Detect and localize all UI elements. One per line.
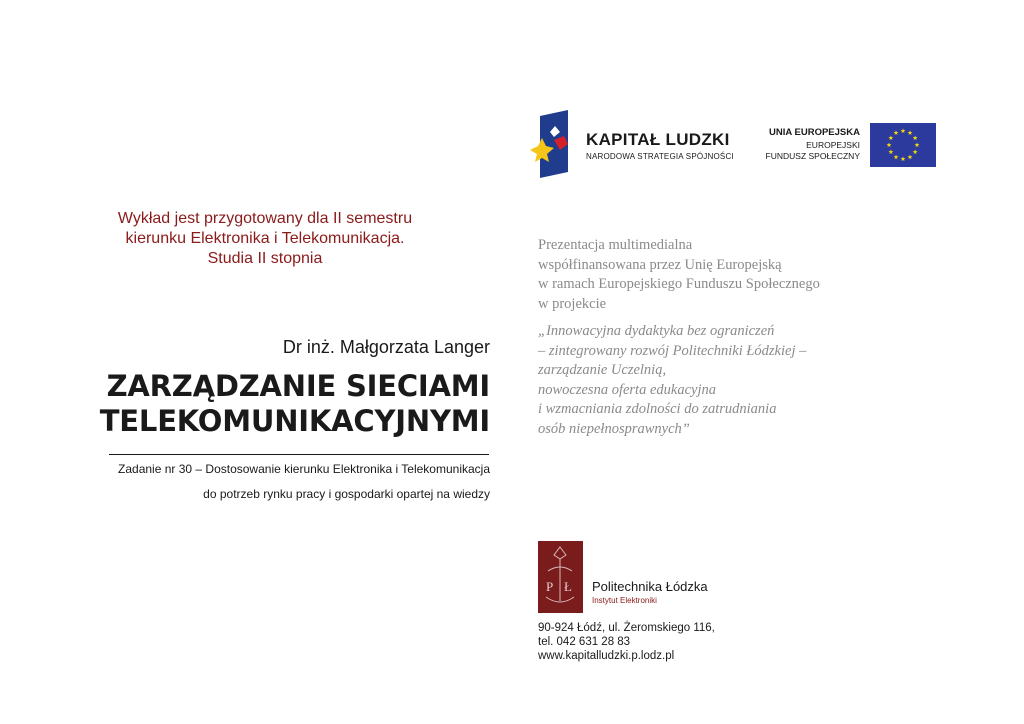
kapital-ludzki-emblem-icon [530, 110, 576, 178]
lecture-note-line: kierunku Elektronika i Telekomunikacja. [125, 230, 405, 247]
kapital-ludzki-title: KAPITAŁ LUDZKI [586, 130, 730, 149]
politechnika-institute: Instytut Elektroniki [592, 596, 657, 605]
presentation-line: Prezentacja multimedialna [538, 237, 693, 253]
lecture-note-line: Studia II stopnia [207, 250, 323, 267]
presentation-line: współfinansowana przez Unię Europejską [538, 256, 782, 273]
politechnika-emblem-icon [538, 541, 583, 613]
project-name [538, 322, 858, 439]
main-title-line: ZARZĄDZANIE SIECIAMI [106, 369, 490, 403]
politechnika-logo [538, 541, 738, 613]
politechnika-name: Politechnika Łódzka [592, 579, 708, 594]
task-line-1: Zadanie nr 30 – Dostosowanie kierunku Elektronika i Telekomunikacja [118, 462, 490, 476]
lecture-note-line: Wykład jest przygotowany dla II semestru [117, 210, 413, 227]
eu-line-2: EUROPEJSKI [806, 140, 860, 150]
project-line: – zintegrowany rozwój Politechniki Łódzkiej – [538, 342, 807, 359]
svg-text:P: P [546, 579, 554, 594]
title-divider [109, 454, 489, 455]
kapital-ludzki-logo [530, 110, 740, 178]
project-line: nowoczesna oferta edukacyjna [538, 381, 716, 398]
eu-logo [760, 123, 936, 169]
project-line: „Innowacyjna dydaktyka bez ograniczeń [538, 323, 775, 339]
project-line: zarządzanie Uczelnią, [538, 362, 667, 378]
presentation-line: w ramach Europejskiego Funduszu Społecznego [538, 276, 820, 292]
eu-line-1: UNIA EUROPEJSKA [769, 127, 860, 138]
task-line-2: do potrzeb rynku pracy i gospodarki opartej na wiedzy [203, 487, 490, 501]
eu-line-3: FUNDUSZ SPOŁECZNY [765, 151, 860, 161]
address-street: 90-924 Łódź, ul. Żeromskiego 116, [538, 622, 715, 634]
presentation-line: w projekcie [538, 295, 607, 312]
presentation-info [538, 236, 858, 314]
main-title-line: TELEKOMUNIKACYJNYMI [99, 404, 490, 438]
contact-address [538, 621, 715, 663]
eu-flag-icon [870, 123, 936, 167]
address-phone: tel. 042 631 28 83 [538, 636, 631, 648]
project-line: osób niepełnosprawnych” [538, 420, 690, 437]
author-name: Dr inż. Małgorzata Langer [282, 337, 490, 357]
address-web[interactable]: www.kapitalludzki.p.lodz.pl [538, 650, 675, 662]
lecture-note [70, 209, 460, 269]
svg-text:Ł: Ł [564, 579, 572, 594]
project-line: i wzmacniania zdolności do zatrudniania [538, 401, 777, 417]
kapital-ludzki-subtitle: NARODOWA STRATEGIA SPÓJNOŚCI [586, 152, 734, 161]
main-title [90, 369, 490, 439]
